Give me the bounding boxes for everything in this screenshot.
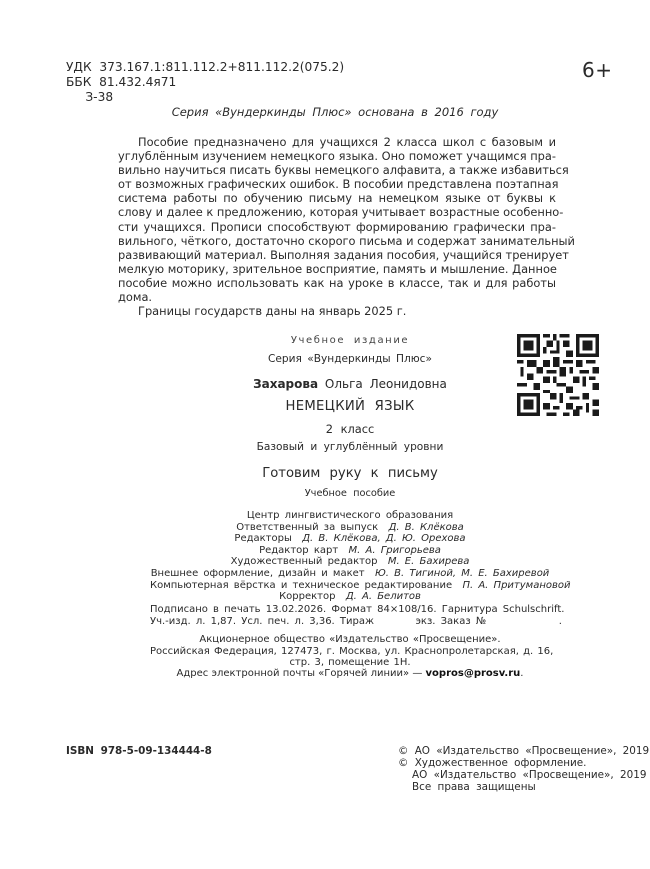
publisher-address: стр. 3, помещение 1Н. xyxy=(289,657,411,669)
abstract-line: углублённым изучением немецкого языка. Оно поможет учащимся пра- xyxy=(118,149,556,164)
print-info-line: Уч.-изд. л. 1,87. Усл. печ. л. 3,36. Тираж экз. Заказ № . xyxy=(150,615,562,627)
series-name: Серия «Вундеркинды Плюс» xyxy=(267,353,432,365)
isbn: ISBN 978-5-09-134444-8 xyxy=(66,745,212,757)
credits xyxy=(150,510,571,603)
grade: 2 класс xyxy=(325,422,375,436)
abstract-line: вильно научиться писать буквы немецкого алфавита, а также избавиться xyxy=(118,163,569,178)
credit-line: Редактор карт М. А. Григорьева xyxy=(259,544,441,556)
credit-line: Редакторы Д. В. Клёкова, Д. Ю. Орехова xyxy=(234,533,466,545)
abstract-line: сти учащихся. Прописи способствуют формированию графически пра- xyxy=(118,219,556,234)
levels: Базовый и углублённый уровни xyxy=(256,441,444,453)
abstract-line: слову и далее к предложению, которая учитывает возрастные особенно- xyxy=(118,205,564,220)
copyright-line: © Художественное оформление. xyxy=(398,757,587,769)
copyright xyxy=(398,745,649,793)
copyright-line: АО «Издательство «Просвещение», 2019 xyxy=(412,769,647,781)
credit-line: Центр лингвистического образования xyxy=(246,510,454,521)
subject-title: НЕМЕЦКИЙ ЯЗЫК xyxy=(285,399,415,414)
udk-code: УДК 373.167.1:811.112.2+811.112.2(075.2) xyxy=(66,60,345,74)
abstract-line: Пособие предназначено для учащихся 2 класса школ с базовым и xyxy=(138,135,556,149)
credit-line: Внешнее оформление, дизайн и макет Ю. В. Тигиной, М. Е. Бахиревой xyxy=(150,567,550,579)
publisher xyxy=(150,634,554,669)
author-surname: Захарова xyxy=(253,377,319,391)
hotline-email: Адрес электронной почты «Горячей линии» — vopros@prosv.ru. xyxy=(176,668,524,679)
author-given-name: Ольга Леонидовна xyxy=(324,377,447,391)
abstract-line: развивающий материал. Выполняя задания пособия, учащийся тренирует xyxy=(118,247,569,262)
abstract-line: от возможных графических ошибок. В пособии представлена поэтапная xyxy=(118,177,559,192)
abstract-line: вильного, чёткого, достаточно скорого письма и содержат занимательный xyxy=(118,233,575,248)
credit-line: Ответственный за выпуск Д. В. Клёкова xyxy=(236,521,464,533)
publisher-address: Российская Федерация, 127473, г. Москва, ул. Краснопролетарская, д. 16, xyxy=(150,645,554,657)
credit-line: Художественный редактор М. Е. Бахирева xyxy=(230,556,470,568)
hotline-label: Адрес электронной почты «Горячей линии» — xyxy=(176,668,426,679)
credit-line: Компьютерная вёрстка и техническое редактирование П. А. Притумановой xyxy=(150,579,571,591)
book-title: Готовим руку к письму xyxy=(262,466,438,481)
author-mark: З-38 xyxy=(66,90,114,104)
credit-line: Корректор Д. А. Белитов xyxy=(279,591,421,603)
copyright-line: © АО «Издательство «Просвещение», 2019 xyxy=(398,745,650,757)
age-rating: 6+ xyxy=(582,58,613,82)
bbk-code: ББК 81.432.4я71 xyxy=(66,75,177,89)
series-note: Серия «Вундеркинды Плюс» основана в 2016 году xyxy=(171,105,499,119)
classification-codes xyxy=(66,60,344,105)
abstract-line: система работы по обучению письму на немецком языке от буквы к xyxy=(118,191,556,206)
email-link[interactable]: vopros@prosv.ru xyxy=(425,668,521,679)
borders-note: Границы государств даны на январь 2025 г. xyxy=(138,304,407,319)
abstract-line: пособие можно использовать как на уроке в классе, так и для работы xyxy=(118,275,556,290)
book-kind: Учебное пособие xyxy=(304,488,396,499)
author xyxy=(150,377,550,391)
print-info-line: Подписано в печать 13.02.2026. Формат 84×108/16. Гарнитура Schulschrift. xyxy=(150,604,565,615)
abstract xyxy=(118,135,575,319)
abstract-line: дома. xyxy=(118,290,153,305)
qr-code-icon xyxy=(517,334,599,416)
edition-type: Учебное издание xyxy=(290,335,410,346)
print-info xyxy=(150,604,565,627)
publisher-name: Акционерное общество «Издательство «Просвещение». xyxy=(199,634,501,645)
copyright-line: Все права защищены xyxy=(412,781,536,793)
abstract-line: мелкую моторику, зрительное восприятие, память и мышление. Данное xyxy=(118,261,557,276)
